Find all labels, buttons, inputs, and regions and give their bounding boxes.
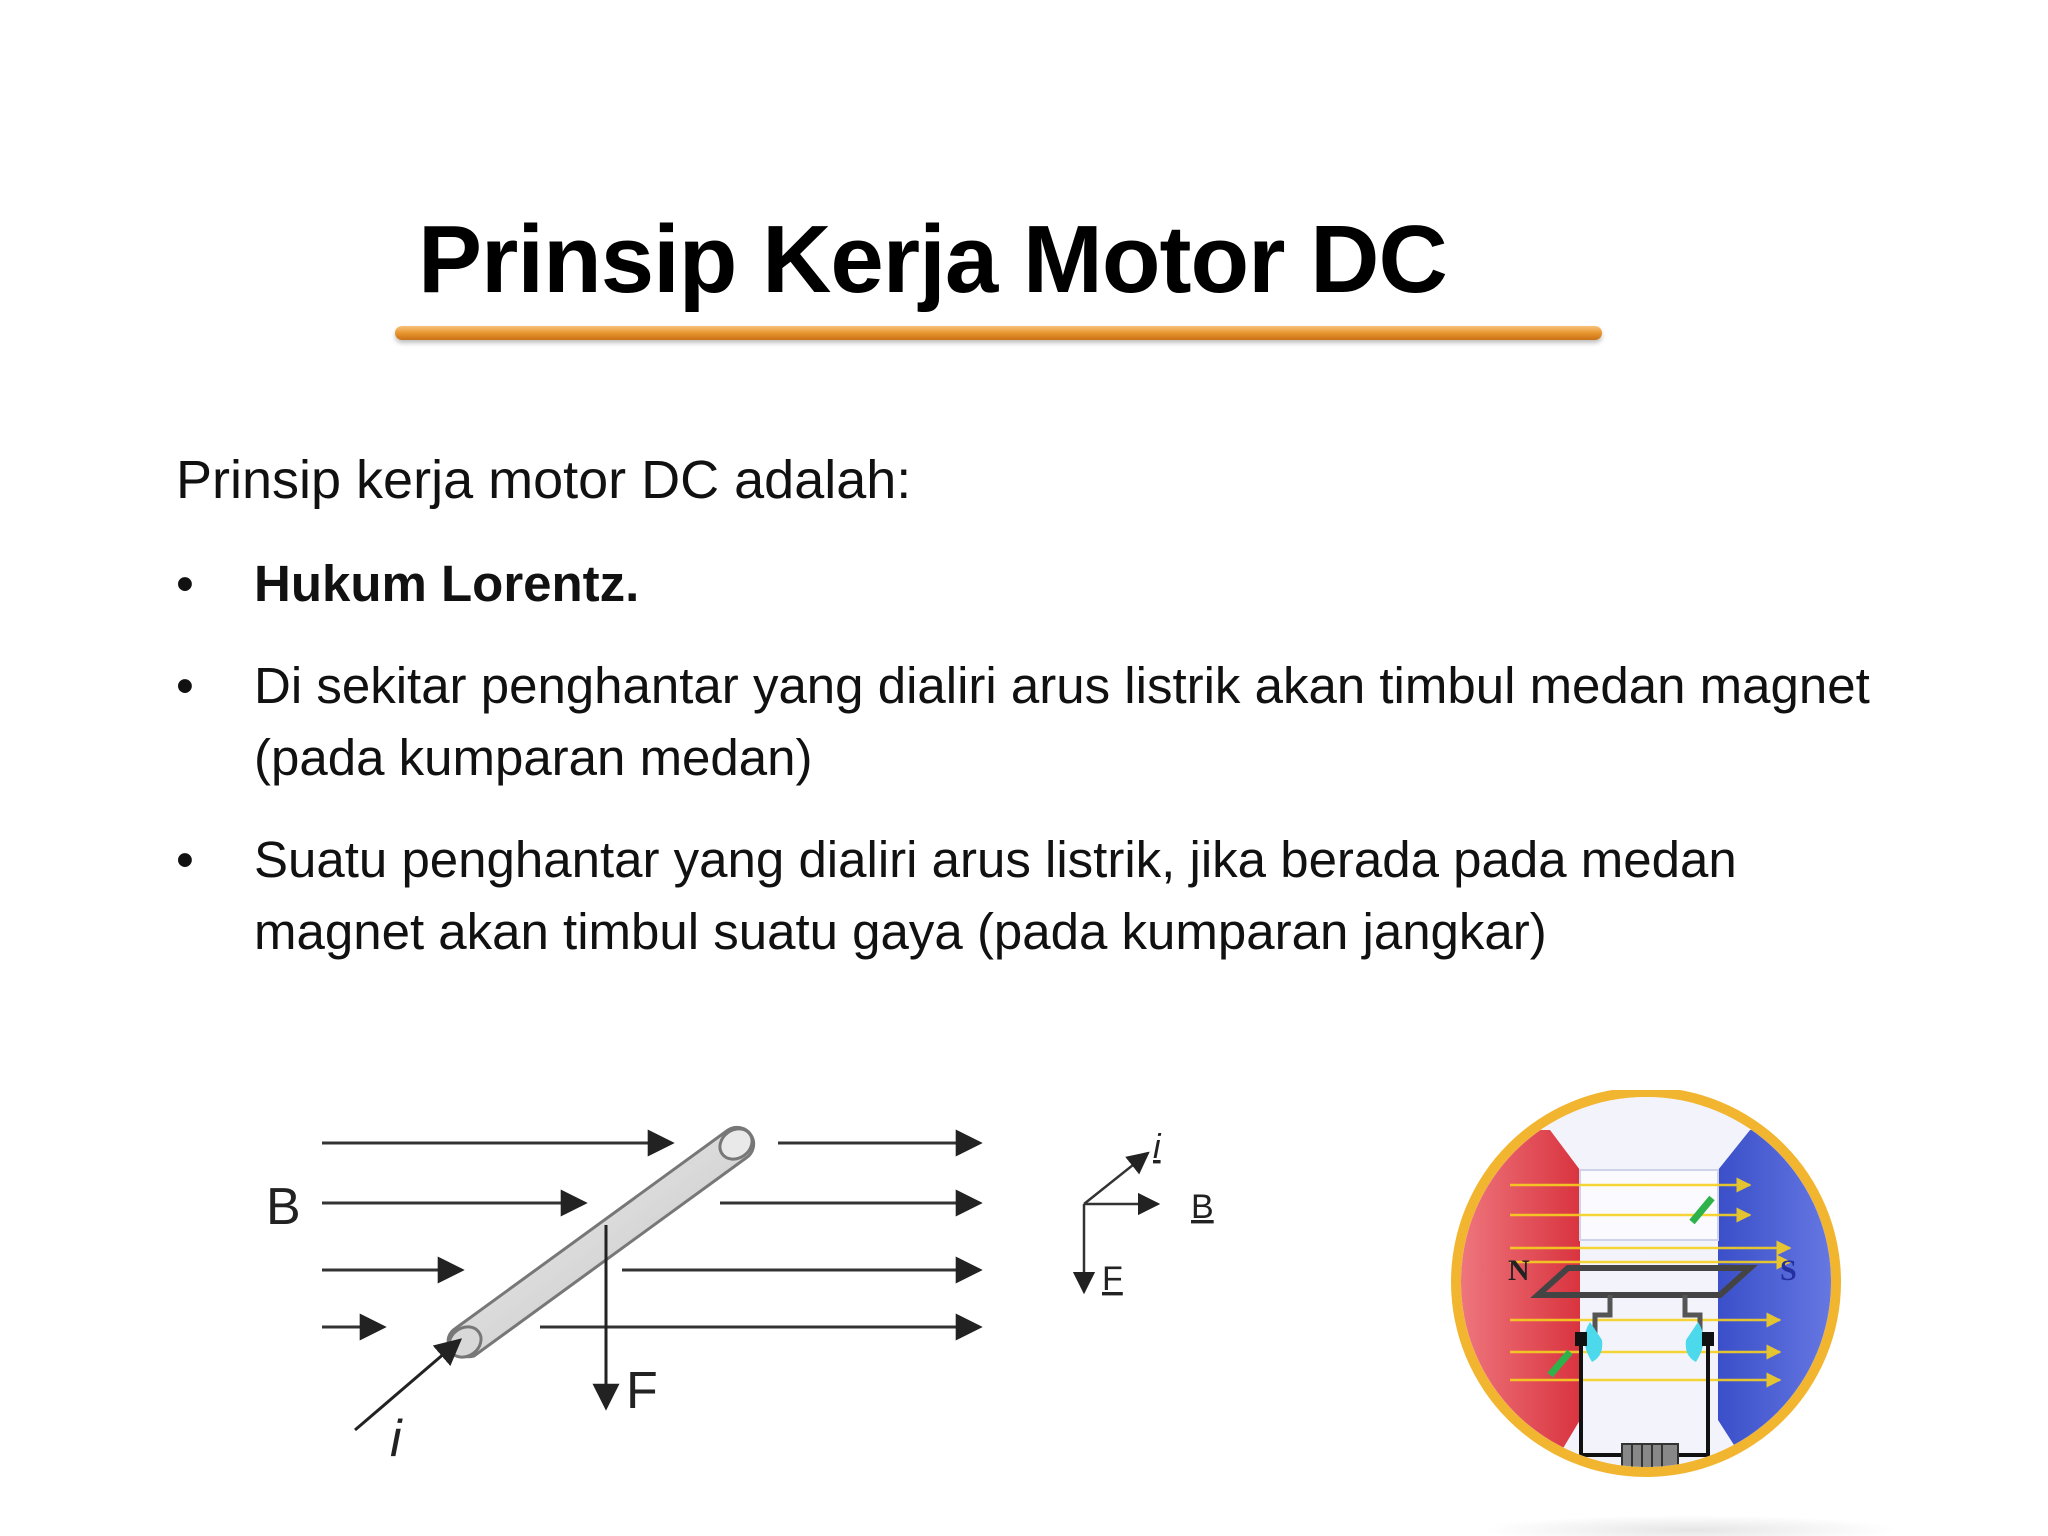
intro-text: Prinsip kerja motor DC adalah:	[176, 450, 912, 510]
decorative-shadow	[1480, 1515, 1900, 1536]
bullet-list	[176, 548, 1876, 998]
bullet-text: Hukum Lorentz.	[254, 555, 640, 612]
bullet-icon: •	[176, 831, 194, 888]
bullet-item-lorentz	[176, 548, 1876, 620]
axis-current-label: i	[1153, 1128, 1161, 1166]
axis-field-label: B	[1191, 1188, 1214, 1226]
field-lines	[322, 1143, 980, 1327]
current-label: i	[390, 1410, 402, 1468]
battery-icon	[1622, 1444, 1678, 1468]
bullet-text: Suatu penghantar yang dialiri arus listrik, jika berada pada medan magnet akan timbul suatu gaya (pada kumparan jangkar)	[254, 831, 1737, 960]
slide-title: Prinsip Kerja Motor DC	[418, 206, 1447, 313]
axis-force-label: F	[1102, 1260, 1123, 1298]
north-pole-label: N	[1508, 1254, 1530, 1287]
current-arrow	[355, 1340, 460, 1430]
bullet-item-force	[176, 824, 1876, 968]
south-pole	[1718, 1130, 1870, 1470]
title-underline	[395, 326, 1602, 340]
bullet-icon: •	[176, 657, 194, 714]
south-pole-label: S	[1780, 1254, 1797, 1287]
bullet-text: Di sekitar penghantar yang dialiri arus listrik akan timbul medan magnet (pada kumparan medan)	[254, 657, 1870, 786]
field-label: B	[266, 1178, 301, 1236]
dc-motor-illustration	[1450, 1090, 1870, 1510]
force-label: F	[626, 1362, 658, 1420]
axis-current-arrow	[1084, 1153, 1148, 1204]
lorentz-force-diagram	[240, 1100, 1260, 1480]
bullet-icon: •	[176, 555, 194, 612]
bullet-item-magnetic-field	[176, 650, 1876, 794]
